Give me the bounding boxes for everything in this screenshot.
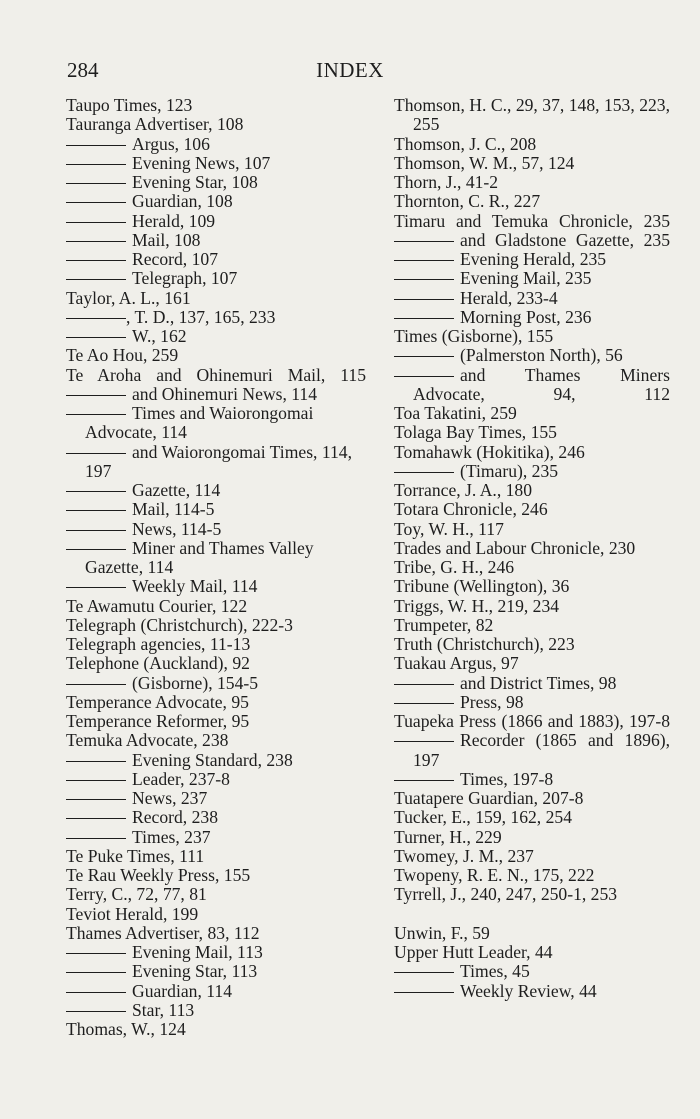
index-subentry	[66, 308, 366, 327]
entry-text: Thomson, W. M., 57, 124	[394, 152, 575, 173]
index-entry	[66, 115, 366, 134]
index-subentry	[66, 770, 366, 789]
repeat-dash	[66, 510, 126, 511]
index-entry	[66, 1020, 366, 1039]
repeat-dash	[66, 953, 126, 954]
repeat-dash	[66, 684, 126, 685]
entry-text: (Gisborne), 154-5	[132, 672, 259, 693]
index-entry	[394, 885, 670, 904]
index-entry	[66, 847, 366, 866]
repeat-dash	[66, 799, 126, 800]
entry-text: (Timaru), 235	[460, 460, 559, 481]
entry-text: Temperance Advocate, 95	[66, 691, 249, 712]
index-subentry	[66, 962, 366, 981]
index-entry	[66, 366, 366, 385]
index-subentry	[394, 693, 670, 712]
entry-text: Truth (Christchurch), 223	[394, 634, 575, 654]
index-subentry	[66, 500, 366, 519]
index-entry	[394, 327, 670, 346]
index-subentry	[66, 269, 366, 288]
entry-text: Telegraph (Christchurch), 222-3	[66, 614, 293, 635]
index-entry	[66, 693, 366, 712]
entry-text: News, 114-5	[132, 518, 222, 539]
entry-text: Turner, H., 229	[394, 826, 502, 847]
index-entry	[66, 96, 366, 115]
repeat-dash	[66, 780, 126, 781]
index-entry	[66, 597, 366, 616]
index-subentry	[394, 250, 670, 269]
repeat-dash	[66, 761, 126, 762]
repeat-dash	[66, 453, 126, 454]
index-subentry	[394, 231, 670, 250]
repeat-dash	[66, 279, 126, 280]
entry-text: Te Rau Weekly Press, 155	[66, 865, 251, 885]
index-entry	[66, 346, 366, 365]
index-entry	[394, 616, 670, 635]
repeat-dash	[394, 279, 454, 280]
index-subentry	[66, 1001, 366, 1020]
entry-text: Evening Mail, 235	[460, 268, 592, 289]
entry-text: Evening Standard, 238	[132, 749, 293, 770]
index-entry	[66, 905, 366, 924]
entry-text: (Palmerston North), 56	[460, 345, 623, 366]
repeat-dash	[66, 183, 126, 184]
entry-text: Times and Waiorongomai Advocate, 114	[85, 403, 314, 443]
index-subentry	[66, 520, 366, 539]
index-subentry	[66, 443, 366, 482]
entry-text: and District Times, 98	[460, 672, 617, 693]
index-subentry	[66, 751, 366, 770]
index-entry	[394, 404, 670, 423]
repeat-dash	[394, 992, 454, 993]
index-entry	[394, 597, 670, 616]
entry-text: Twomey, J. M., 237	[394, 845, 534, 866]
entry-text: Thornton, C. R., 227	[394, 191, 541, 212]
index-entry	[394, 654, 670, 673]
index-subentry	[394, 308, 670, 327]
index-entry	[394, 500, 670, 519]
index-subentry	[66, 154, 366, 173]
index-subentry	[394, 674, 670, 693]
repeat-dash	[66, 145, 126, 146]
index-subentry	[66, 577, 366, 596]
entry-text: Tolaga Bay Times, 155	[394, 422, 557, 443]
index-subentry	[66, 674, 366, 693]
repeat-dash	[394, 703, 454, 704]
index-entry	[394, 866, 670, 885]
entry-text: Toy, W. H., 117	[394, 518, 504, 539]
entry-text: Herald, 109	[132, 210, 216, 231]
repeat-dash	[394, 741, 454, 742]
index-entry	[394, 423, 670, 442]
index-entry	[394, 828, 670, 847]
index-entry	[394, 847, 670, 866]
entry-text: Gazette, 114	[132, 480, 221, 500]
entry-text: Timaru and Temuka Chronicle, 235	[394, 210, 670, 231]
index-subentry	[394, 770, 670, 789]
index-subentry	[66, 789, 366, 808]
index-subentry	[66, 539, 366, 578]
index-entry	[394, 154, 670, 173]
repeat-dash	[394, 318, 454, 319]
entry-text: Record, 238	[132, 807, 218, 828]
index-subentry	[66, 404, 366, 443]
index-subentry	[66, 828, 366, 847]
index-entry	[394, 577, 670, 596]
index-subentry	[394, 731, 670, 770]
index-subentry	[394, 962, 670, 981]
entry-text: and Ohinemuri News, 114	[132, 383, 318, 404]
index-subentry	[394, 269, 670, 288]
index-subentry	[394, 346, 670, 365]
index-subentry	[66, 481, 366, 500]
entry-text: Miner and Thames Valley Gazette, 114	[85, 537, 314, 577]
entry-text: Thames Advertiser, 83, 112	[66, 922, 260, 943]
repeat-dash	[66, 222, 126, 223]
repeat-dash	[394, 260, 454, 261]
entry-text: Evening Star, 108	[132, 172, 258, 192]
index-subentry	[66, 212, 366, 231]
entry-text: Mail, 114-5	[132, 499, 215, 520]
section-gap	[394, 905, 670, 924]
repeat-dash	[66, 318, 126, 319]
entry-text: , T. D., 137, 165, 233	[126, 306, 276, 327]
repeat-dash	[394, 376, 454, 377]
index-entry	[66, 654, 366, 673]
index-subentry	[66, 192, 366, 211]
index-entry	[394, 558, 670, 577]
entry-text: and Waiorongomai Times, 114, 197	[85, 441, 352, 481]
index-entry	[66, 289, 366, 308]
entry-text: Toa Takatini, 259	[394, 403, 517, 423]
repeat-dash	[394, 684, 454, 685]
entry-text: Tyrrell, J., 240, 247, 250-1, 253	[394, 884, 618, 905]
repeat-dash	[66, 530, 126, 531]
entry-text: Times, 197-8	[460, 768, 554, 789]
index-subentry	[394, 462, 670, 481]
repeat-dash	[66, 587, 126, 588]
index-entry	[394, 192, 670, 211]
index-entry	[66, 712, 366, 731]
index-entry	[394, 789, 670, 808]
index-entry	[394, 712, 670, 731]
entry-text: Herald, 233-4	[460, 287, 558, 308]
index-entry	[394, 173, 670, 192]
entry-text: Tomahawk (Hokitika), 246	[394, 441, 585, 462]
entry-text: Unwin, F., 59	[394, 922, 490, 943]
index-entry	[66, 616, 366, 635]
entry-text: News, 237	[132, 788, 208, 808]
entry-text: and Thames Miners Advocate, 94, 112	[413, 364, 670, 404]
repeat-dash	[66, 1011, 126, 1012]
entry-text: Tucker, E., 159, 162, 254	[394, 807, 572, 828]
page-title: INDEX	[316, 58, 384, 82]
index-subentry	[394, 982, 670, 1001]
index-entry	[394, 924, 670, 943]
index-entry	[394, 943, 670, 962]
entry-text: Temperance Reformer, 95	[66, 711, 250, 731]
index-column-right	[394, 96, 670, 1001]
index-subentry	[66, 327, 366, 346]
index-subentry	[66, 943, 366, 962]
index-entry	[394, 443, 670, 462]
entry-text: Temuka Advocate, 238	[66, 730, 229, 751]
repeat-dash	[394, 299, 454, 300]
repeat-dash	[66, 260, 126, 261]
entry-text: Te Awamutu Courier, 122	[66, 595, 248, 616]
repeat-dash	[66, 972, 126, 973]
repeat-dash	[66, 241, 126, 242]
entry-text: Evening News, 107	[132, 152, 271, 173]
entry-text: Trades and Labour Chronicle, 230	[394, 537, 636, 558]
index-entry	[394, 481, 670, 500]
index-subentry	[66, 982, 366, 1001]
entry-text: Evening Herald, 235	[460, 249, 607, 269]
entry-text: Trumpeter, 82	[394, 614, 494, 635]
index-entry	[394, 212, 670, 231]
entry-text: Weekly Review, 44	[460, 980, 597, 1001]
entry-text: Taupo Times, 123	[66, 95, 193, 115]
entry-text: Totara Chronicle, 246	[394, 499, 548, 520]
entry-text: Star, 113	[132, 999, 195, 1020]
index-entry	[394, 808, 670, 827]
repeat-dash	[66, 414, 126, 415]
entry-text: W., 162	[132, 326, 187, 346]
entry-text: Te Ao Hou, 259	[66, 345, 179, 366]
repeat-dash	[66, 491, 126, 492]
index-subentry	[394, 366, 670, 405]
entry-text: Times, 237	[132, 826, 211, 847]
index-entry	[394, 635, 670, 654]
entry-text: Thomson, H. C., 29, 37, 148, 153, 223, 255	[394, 95, 670, 135]
repeat-dash	[66, 838, 126, 839]
entry-text: Tribune (Wellington), 36	[394, 576, 570, 597]
entry-text: Tuapeka Press (1866 and 1883), 197-8	[394, 711, 670, 731]
entry-text: Torrance, J. A., 180	[394, 480, 533, 500]
repeat-dash	[66, 992, 126, 993]
repeat-dash	[394, 356, 454, 357]
entry-text: Tuatapere Guardian, 207-8	[394, 788, 584, 808]
entry-text: Thomson, J. C., 208	[394, 133, 537, 154]
page-number: 284	[67, 58, 99, 82]
index-subentry	[66, 808, 366, 827]
entry-text: Times (Gisborne), 155	[394, 326, 554, 346]
index-subentry	[394, 289, 670, 308]
entry-text: Tribe, G. H., 246	[394, 557, 515, 577]
entry-text: and Gladstone Gazette, 235	[460, 229, 670, 250]
entry-text: Weekly Mail, 114	[132, 576, 258, 597]
entry-text: Recorder (1865 and 1896), 197	[413, 730, 670, 770]
repeat-dash	[66, 818, 126, 819]
index-subentry	[66, 250, 366, 269]
index-entry	[66, 731, 366, 750]
entry-text: Record, 107	[132, 249, 218, 269]
entry-text: Twopeny, R. E. N., 175, 222	[394, 865, 595, 885]
entry-text: Thorn, J., 41-2	[394, 172, 499, 192]
index-subentry	[66, 385, 366, 404]
repeat-dash	[394, 972, 454, 973]
entry-text: Telegraph agencies, 11-13	[66, 634, 251, 654]
entry-text: Evening Star, 113	[132, 961, 258, 982]
repeat-dash	[66, 202, 126, 203]
repeat-dash	[394, 241, 454, 242]
repeat-dash	[394, 780, 454, 781]
index-subentry	[66, 135, 366, 154]
repeat-dash	[66, 337, 126, 338]
entry-text: Morning Post, 236	[460, 306, 592, 327]
index-subentry	[66, 173, 366, 192]
entry-text: Te Puke Times, 111	[66, 845, 205, 866]
entry-text: Thomas, W., 124	[66, 1019, 186, 1039]
entry-text: Telegraph, 107	[132, 268, 238, 289]
entry-text: Guardian, 108	[132, 191, 233, 212]
index-column-left	[66, 96, 366, 1039]
entry-text: Upper Hutt Leader, 44	[394, 942, 553, 962]
entry-text: Mail, 108	[132, 229, 201, 250]
index-entry	[394, 520, 670, 539]
entry-text: Tuakau Argus, 97	[394, 653, 519, 674]
repeat-dash	[66, 395, 126, 396]
entry-text: Leader, 237-8	[132, 768, 230, 789]
entry-text: Terry, C., 72, 77, 81	[66, 884, 207, 905]
entry-text: Times, 45	[460, 961, 530, 982]
entry-text: Argus, 106	[132, 133, 210, 154]
entry-text: Press, 98	[460, 691, 524, 712]
index-entry	[66, 866, 366, 885]
index-entry	[66, 924, 366, 943]
repeat-dash	[66, 164, 126, 165]
index-entry	[394, 539, 670, 558]
index-subentry	[66, 231, 366, 250]
repeat-dash	[66, 549, 126, 550]
entry-text: Tauranga Advertiser, 108	[66, 114, 244, 135]
entry-text: Taylor, A. L., 161	[66, 287, 191, 308]
index-entry	[66, 635, 366, 654]
repeat-dash	[394, 472, 454, 473]
entry-text: Telephone (Auckland), 92	[66, 653, 250, 674]
entry-text: Te Aroha and Ohinemuri Mail, 115	[66, 364, 366, 385]
index-entry	[66, 885, 366, 904]
entry-text: Triggs, W. H., 219, 234	[394, 595, 560, 616]
index-entry	[394, 96, 670, 135]
entry-text: Guardian, 114	[132, 980, 232, 1001]
index-entry	[394, 135, 670, 154]
entry-text: Evening Mail, 113	[132, 942, 263, 962]
entry-text: Teviot Herald, 199	[66, 903, 199, 924]
